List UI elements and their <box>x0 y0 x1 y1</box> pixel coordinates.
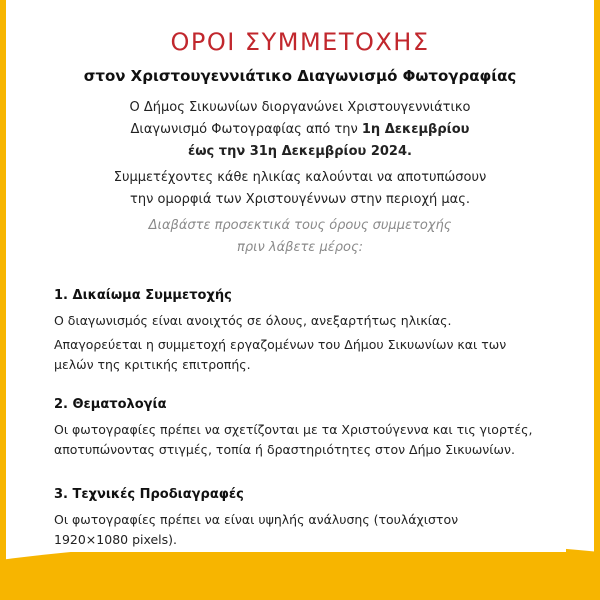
section-text <box>54 420 554 460</box>
section-technical-specs <box>54 486 554 554</box>
invitation-line: Συμμετέχοντες κάθε ηλικίας καλούνται να αποτυπώσουν <box>113 170 487 185</box>
start-date: 1η Δεκεμβρίου <box>361 122 470 137</box>
section-line: 1920×1080 pixels). <box>54 532 178 547</box>
section-line: Οι φωτογραφίες πρέπει να σχετίζονται με τα Χριστούγεννα και τις γιορτές, <box>54 422 533 437</box>
section-heading: 3. Τεχνικές Προδιαγραφές <box>54 487 244 502</box>
section-eligibility <box>54 287 554 379</box>
section-line: Οι φωτογραφίες πρέπει να είναι υψηλής ανάλυσης (τουλάχιστον <box>54 512 459 527</box>
section-heading: 2. Θεματολογία <box>54 397 167 412</box>
section-text <box>54 510 554 550</box>
section-text <box>54 335 554 375</box>
invitation-line: την ομορφιά των Χριστουγέννων στην περιοχή μας. <box>130 192 470 207</box>
page-title: ΟΡΟΙ ΣΥΜΜΕΤΟΧΗΣ <box>170 28 430 56</box>
section-theme <box>54 396 554 464</box>
read-terms-note <box>34 215 566 259</box>
page-subtitle: στον Χριστουγεννιάτικο Διαγωνισμό Φωτογραφίας <box>83 67 517 85</box>
end-date: έως την 31η Δεκεμβρίου 2024. <box>188 144 412 159</box>
section-line: μελών της κριτικής επιτροπής. <box>54 357 251 372</box>
note-line: Διαβάστε προσεκτικά τους όρους συμμετοχής <box>148 218 452 233</box>
section-line: αποτυπώνοντας στιγμές, τοπία ή δραστηριότητες στον Δήμο Σικυωνίων. <box>54 442 515 457</box>
invitation-paragraph <box>34 167 566 211</box>
intro-line <box>34 119 566 141</box>
section-line: Απαγορεύεται η συμμετοχή εργαζομένων του Δήμου Σικυωνίων και των <box>54 337 507 352</box>
section-heading: 1. Δικαίωμα Συμμετοχής <box>54 288 232 303</box>
intro-paragraph <box>34 97 566 163</box>
intro-text: Διαγωνισμό Φωτογραφίας από την <box>130 122 362 137</box>
intro-line: Ο Δήμος Σικυωνίων διοργανώνει Χριστουγεννιάτικο <box>129 100 471 115</box>
section-text: Ο διαγωνισμός είναι ανοιχτός σε όλους, ανεξαρτήτως ηλικίας. <box>54 313 452 328</box>
terms-card <box>34 0 566 552</box>
note-line: πριν λάβετε μέρος: <box>237 240 363 255</box>
